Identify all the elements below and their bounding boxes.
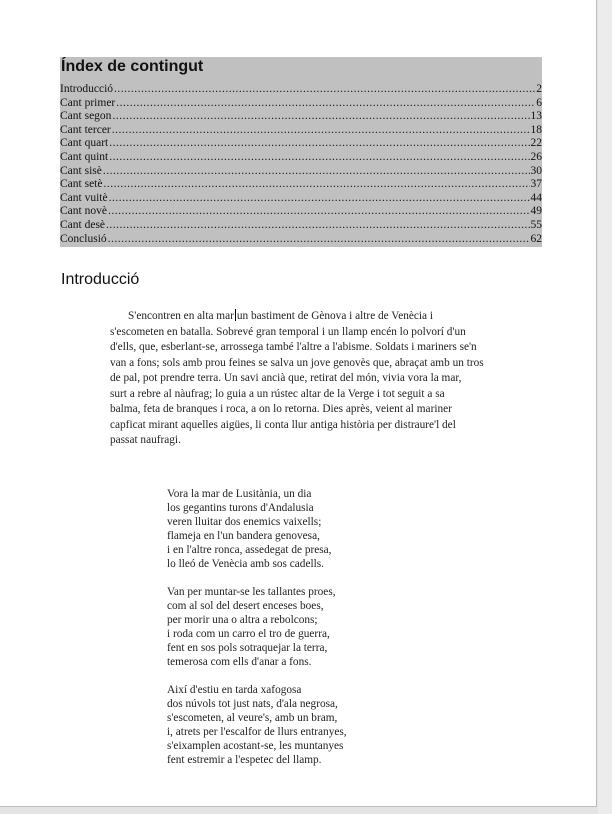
- toc-entry[interactable]: [60, 219, 542, 233]
- toc-entry[interactable]: [60, 151, 542, 165]
- toc-entry-page: 22: [530, 137, 542, 150]
- toc-entry-label: Cant sisè: [60, 164, 102, 177]
- toc-entry[interactable]: [60, 83, 542, 97]
- toc-entry-label: Cant desè: [60, 218, 106, 231]
- section-heading: Introducció: [61, 271, 140, 288]
- poem-verse: per morir una o altra a rebolcons;: [167, 614, 318, 626]
- poem-verse: i roda com un carro el tro de guerra,: [167, 628, 330, 640]
- poem-stanza: [167, 487, 427, 571]
- intro-text-before-cursor: S'encontren en alta mar: [128, 310, 234, 322]
- toc-leader-dots: [106, 219, 529, 233]
- toc-entry-page: 55: [530, 218, 542, 231]
- toc-leader-dots: [109, 192, 530, 206]
- table-of-contents: [60, 57, 542, 247]
- intro-line: d'ells, que, esberlant-se, arrossega també l'altre a l'abisme. Soldats i mariners se'n: [110, 341, 477, 353]
- poem-stanza: [167, 683, 427, 767]
- toc-entry-label: Cant setè: [60, 178, 103, 191]
- toc-entry-page: 26: [530, 150, 542, 163]
- toc-entry-page: 2: [536, 83, 542, 95]
- poem-verse: s'eixamplen acostant-se, les muntanyes: [167, 740, 344, 752]
- toc-entry-label: Cant quart: [60, 137, 109, 150]
- intro-line: passat naufragi.: [110, 434, 181, 446]
- toc-entry-page: 44: [530, 191, 542, 204]
- toc-entry-page: 30: [530, 164, 542, 177]
- toc-leader-dots: [108, 205, 530, 219]
- poem-verse: veren lluitar dos enemics vaixells;: [167, 516, 322, 528]
- poem-verse: los gegantins turons d'Andalusia: [167, 502, 314, 514]
- toc-entry-label: Cant primer: [60, 96, 116, 109]
- workspace-background: [598, 0, 612, 814]
- intro-line: balma, feta de branques i roca, a on lo retorna. Dies après, veient al mariner: [110, 403, 452, 415]
- intro-line: de pal, pot prendre terra. Un savi ancià que, retirat del món, vivia vora la mar,: [110, 372, 462, 384]
- intro-line: capficat mirant aquelles aigües, li conta llur antiga història per distraure'l del: [110, 418, 456, 431]
- poem-verse: temerosa com ells d'anar a fons.: [167, 656, 312, 668]
- poem-verse: fent estremir a l'espetec del llamp.: [167, 754, 322, 766]
- toc-entry-page: 13: [530, 110, 542, 123]
- toc-entry[interactable]: [60, 97, 542, 111]
- poem-verse: lo lleó de Venècia amb sos cadells.: [167, 558, 324, 570]
- toc-leader-dots: [112, 110, 529, 124]
- toc-leader-dots: [109, 137, 529, 151]
- poem-verse: i, atrets per l'escalfor de llurs entranyes,: [167, 726, 347, 738]
- poem-verse: s'escometen, al veure's, amb un bram,: [167, 712, 338, 724]
- toc-entry-label: Introducció: [60, 83, 114, 95]
- toc-leader-dots: [109, 151, 529, 165]
- toc-title: Índex de contingut: [61, 58, 204, 75]
- toc-entry-page: 6: [536, 96, 542, 109]
- toc-entry-label: Cant novè: [60, 205, 107, 218]
- poem-verse: fent en sos pols sotraquejar la terra,: [167, 642, 328, 654]
- poem: [167, 487, 427, 781]
- toc-entry-page: 37: [530, 178, 542, 191]
- toc-entry[interactable]: [60, 110, 542, 124]
- toc-entry-label: Cant segon: [60, 110, 112, 123]
- poem-stanza: [167, 585, 427, 669]
- toc-leader-dots: [112, 124, 530, 138]
- toc-entry[interactable]: [60, 233, 542, 247]
- toc-leader-dots: [116, 97, 535, 111]
- poem-verse: flameja en l'un bandera genovesa,: [167, 530, 320, 542]
- toc-entry[interactable]: [60, 165, 542, 179]
- toc-leader-dots: [108, 233, 530, 247]
- poem-verse: Vora la mar de Lusitània, un dia: [167, 488, 312, 500]
- toc-entry-page: 18: [530, 123, 542, 136]
- toc-leader-dots: [114, 83, 535, 97]
- toc-leader-dots: [103, 165, 530, 179]
- toc-entry-label: Conclusió: [60, 232, 107, 245]
- toc-entry-label: Cant tercer: [60, 123, 111, 136]
- toc-entry[interactable]: [60, 205, 542, 219]
- intro-line: s'escometen en batalla. Sobrevé gran temporal i un llamp encén lo polvorí d'un: [110, 325, 466, 338]
- poem-verse: dos núvols tot just nats, d'ala negrosa,: [167, 698, 338, 710]
- poem-verse: com al sol del desert enceses boes,: [167, 600, 324, 612]
- toc-list: [60, 83, 542, 246]
- toc-entry[interactable]: [60, 192, 542, 206]
- toc-entry-label: Cant quint: [60, 150, 109, 163]
- intro-line: surt a rebre al nàufrag; lo guia a un rústec altar de la Verge i tot seguit a sa: [110, 387, 445, 400]
- toc-entry-label: Cant vuitè: [60, 191, 108, 204]
- poem-verse: Van per muntar-se les tallantes proes,: [167, 586, 336, 598]
- toc-entry[interactable]: [60, 137, 542, 151]
- intro-line: [110, 309, 506, 325]
- intro-paragraph[interactable]: [110, 309, 506, 449]
- toc-entry-page: 62: [530, 232, 542, 245]
- text-cursor: [235, 309, 236, 321]
- poem-verse: Així d'estiu en tarda xafogosa: [167, 684, 302, 696]
- toc-entry[interactable]: [60, 178, 542, 192]
- toc-leader-dots: [103, 178, 529, 192]
- toc-entry[interactable]: [60, 124, 542, 138]
- intro-line: van a fons; sols amb prou feines se salva un jove genovès que, abraçat amb un tros: [110, 356, 484, 369]
- toc-entry-page: 49: [530, 205, 542, 218]
- poem-verse: i en l'altre ronca, assedegat de presa,: [167, 544, 332, 556]
- intro-text-after-cursor: un bastiment de Gènova i altre de Venècia i: [236, 310, 434, 322]
